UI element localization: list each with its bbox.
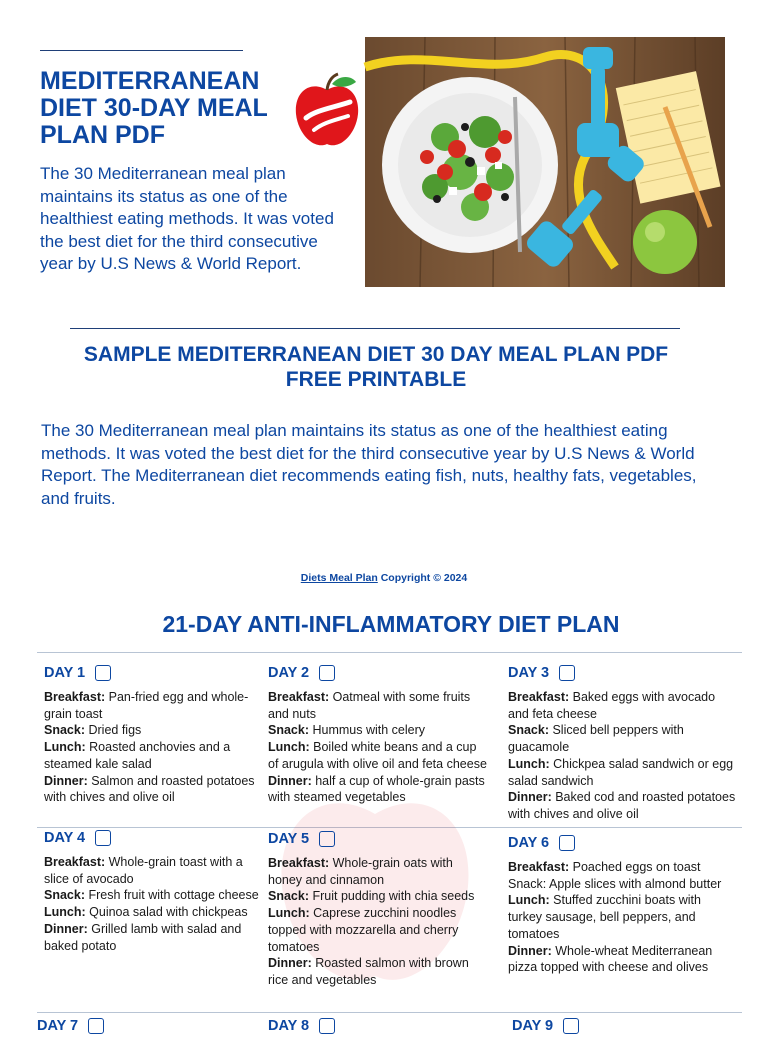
plan-title: 21-DAY ANTI-INFLAMMATORY DIET PLAN	[162, 611, 620, 637]
meal-line: Dinner: Baked cod and roasted potatoes with chives and olive oil	[508, 790, 736, 821]
day-card	[44, 827, 266, 954]
day-label: DAY 4	[44, 829, 86, 846]
meal-line: Snack: Hummus with celery	[268, 723, 425, 738]
day-label: DAY 5	[268, 830, 310, 847]
section-rule	[70, 328, 680, 329]
meal-line: Lunch: Boiled white beans and a cup of arugula with olive oil and feta cheese	[268, 740, 487, 771]
apple-fork-logo	[292, 72, 362, 152]
hero-salad-dumbbell-image	[365, 37, 725, 287]
day-card	[44, 662, 262, 806]
day-checkbox[interactable]	[559, 835, 575, 851]
top-rule	[40, 50, 243, 51]
grid-line	[37, 652, 742, 653]
copyright-text: Copyright © 2024	[377, 572, 468, 584]
day-label: DAY 6	[508, 834, 550, 851]
day-checkbox[interactable]	[95, 830, 111, 846]
day-label: DAY 9	[512, 1017, 554, 1034]
meal-line: Breakfast: Whole-grain toast with a slice of avocado	[44, 855, 243, 886]
copyright-line	[0, 572, 768, 584]
meal-line: Breakfast: Baked eggs with avocado and feta cheese	[508, 690, 716, 721]
meal-line: Dinner: half a cup of whole-grain pasts with steamed vegetables	[268, 773, 485, 805]
meal-line: Lunch: Chickpea salad sandwich or egg salad sandwich	[508, 756, 734, 788]
meal-line: Lunch: Quinoa salad with chickpeas	[44, 905, 248, 920]
day-label: DAY 1	[44, 664, 86, 681]
page-title: MEDITERRANEAN DIET 30-DAY MEAL PLAN PDF	[40, 67, 268, 149]
day-label: DAY 8	[268, 1017, 310, 1034]
day-label: DAY 7	[37, 1017, 79, 1034]
section-paragraph: The 30 Mediterranean meal plan maintains its status as one of the healthiest eating methods. It was voted the best diet for the third consecutive year by U.S News & World Report. The Mediterranean diet recommends eating fish, nuts, healthy fats, vegetables, and fruits.	[41, 421, 697, 508]
day-card	[268, 828, 490, 989]
meal-line: Snack: Sliced bell peppers with guacamole	[508, 723, 684, 755]
section-title: SAMPLE MEDITERRANEAN DIET 30 DAY MEAL PLAN PDF FREE PRINTABLE	[83, 343, 669, 391]
day-card	[268, 662, 490, 806]
meal-line: Breakfast: Poached eggs on toast	[508, 860, 701, 874]
day-checkbox[interactable]	[319, 831, 335, 847]
day-card	[37, 1015, 237, 1042]
meal-line: Dinner: Salmon and roasted potatoes with chives and olive oil	[44, 773, 255, 805]
meal-line: Dinner: Roasted salmon with brown rice and vegetables	[268, 956, 469, 987]
meal-line: Snack: Fresh fruit with cottage cheese	[44, 888, 259, 903]
meal-line: Dinner: Whole-wheat Mediterranean pizza topped with cheese and olives	[508, 943, 713, 975]
day-label: DAY 2	[268, 664, 310, 681]
meal-line: Breakfast: Oatmeal with some fruits and nuts	[268, 690, 471, 721]
meal-line: Snack: Dried figs	[44, 723, 142, 738]
meal-line: Lunch: Caprese zucchini noodles topped with mozzarella and cherry tomatoes	[268, 906, 459, 954]
day-label: DAY 3	[508, 664, 550, 681]
meal-line: Breakfast: Pan-fried egg and whole-grain toast	[44, 690, 249, 721]
day-checkbox[interactable]	[319, 1018, 335, 1034]
day-checkbox[interactable]	[319, 665, 335, 681]
meal-line: Snack: Fruit pudding with chia seeds	[268, 889, 475, 904]
meal-line: Lunch: Stuffed zucchini boats with turkey sausage, bell peppers, and tomatoes	[508, 893, 701, 941]
day-checkbox[interactable]	[88, 1018, 104, 1034]
grid-line	[37, 1012, 742, 1013]
intro-paragraph: The 30 Mediterranean meal plan maintains its status as one of the healthiest eating methods. It was voted the best diet for the third consecutive year by U.S News & World Report.	[40, 164, 334, 273]
day-checkbox[interactable]	[559, 665, 575, 681]
day-card	[512, 1015, 712, 1042]
day-card	[508, 662, 738, 823]
meal-line: Lunch: Roasted anchovies and a steamed kale salad	[44, 740, 231, 771]
meal-line: Breakfast: Whole-grain oats with honey and cinnamon	[268, 856, 453, 887]
day-card	[508, 832, 738, 976]
meal-line: Dinner: Grilled lamb with salad and baked potato	[44, 921, 242, 953]
day-checkbox[interactable]	[563, 1018, 579, 1034]
diets-meal-plan-link[interactable]: Diets Meal Plan	[300, 572, 378, 584]
day-card	[268, 1015, 468, 1042]
day-checkbox[interactable]	[95, 665, 111, 681]
meal-line: Snack: Apple slices with almond butter	[508, 876, 722, 891]
